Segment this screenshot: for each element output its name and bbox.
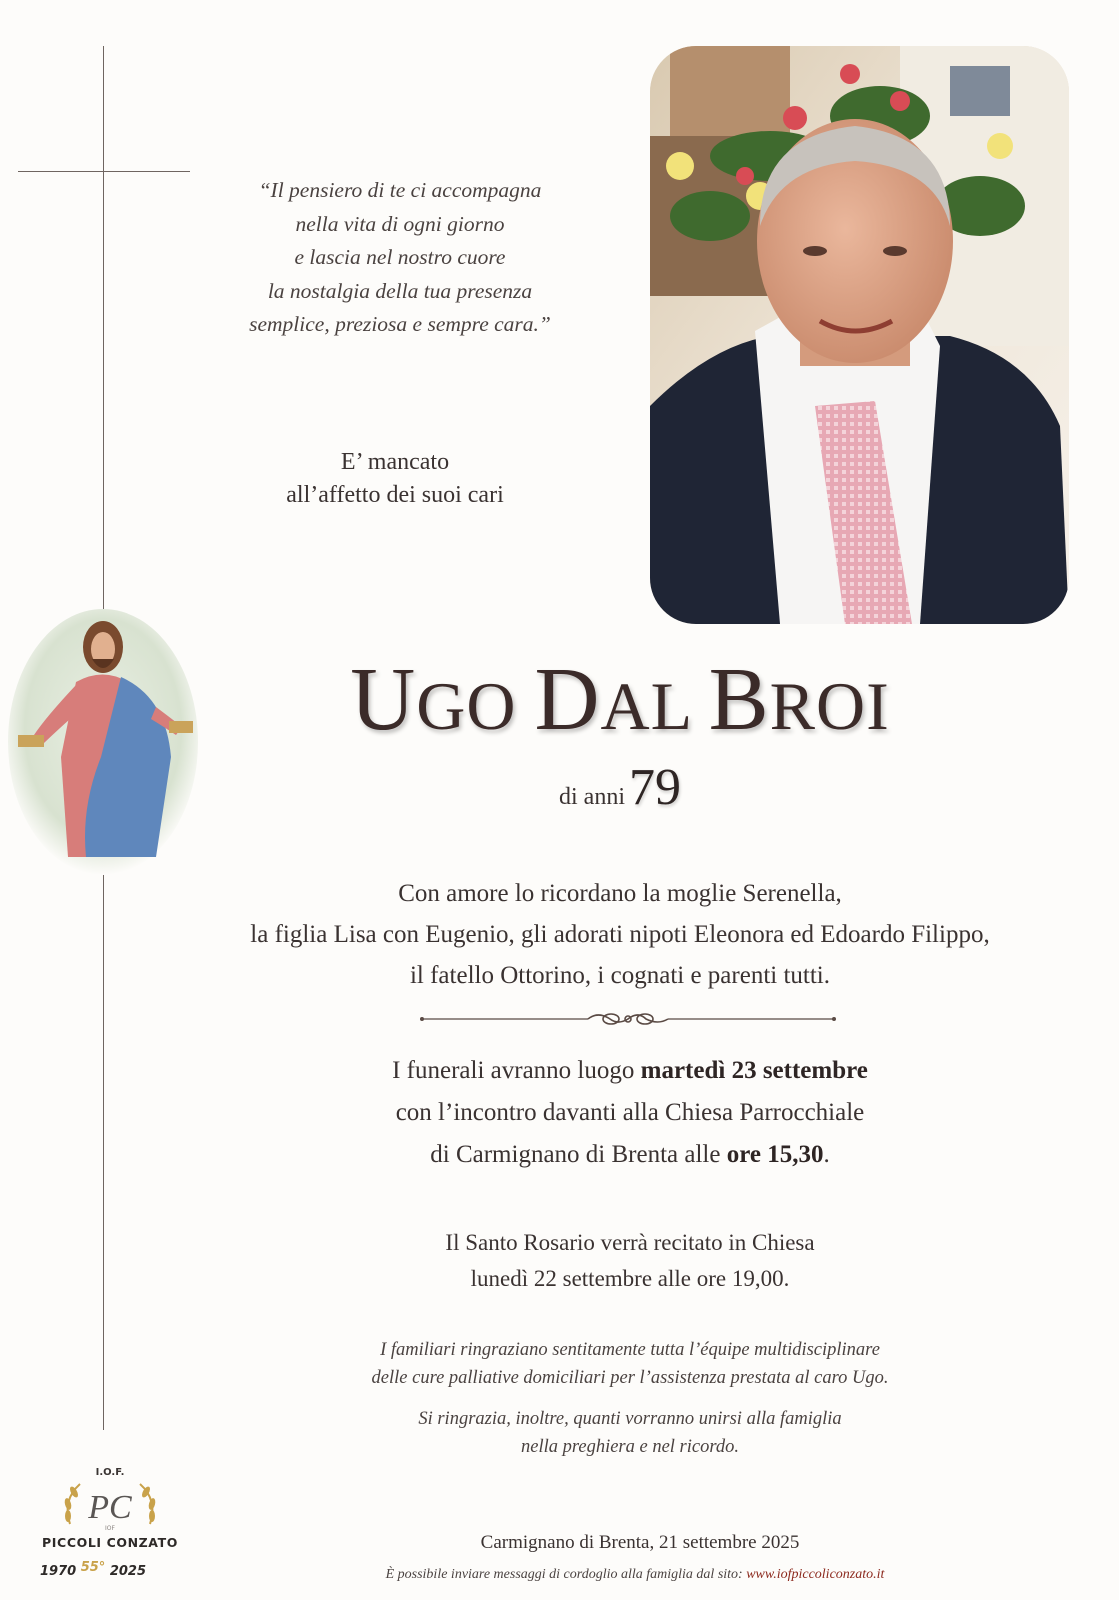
logo-company-name: PICCOLI CONZATO: [42, 1535, 178, 1550]
funeral-line: [240, 1050, 1020, 1092]
logo-years: [40, 1560, 185, 1579]
family-line: il fatello Ottorino, i cognati e parenti tutti.: [409, 962, 831, 989]
rosary-line: lunedì 22 settembre alle ore 19,00.: [470, 1266, 790, 1291]
rosary-info: [330, 1225, 930, 1297]
condolence-text: È possibile inviare messaggi di cordoglio alla famiglia dal sito:: [385, 1567, 747, 1582]
funeral-text: .: [823, 1141, 830, 1168]
funeral-text: I funerali avranno luogo: [392, 1057, 641, 1084]
jesus-holy-card-image: [6, 607, 200, 877]
announcement: [220, 446, 570, 512]
name-rest: ROI: [769, 668, 890, 744]
age-line: [450, 758, 790, 817]
memorial-quote: [170, 174, 630, 342]
name-initial: D: [534, 650, 601, 749]
quote-line: semplice, preziosa e sempre cara.”: [249, 312, 551, 336]
logo-year-end: 2025: [109, 1564, 147, 1579]
rosary-line: Il Santo Rosario verrà recitato in Chiesa: [445, 1230, 815, 1255]
quote-line: la nostalgia della tua presenza: [267, 278, 533, 303]
logo-iof-label: I.O.F.: [95, 1467, 125, 1478]
funeral-date: martedì 23 settembre: [640, 1057, 868, 1084]
thanks-line: delle cure palliative domiciliari per l’assistenza prestata al caro Ugo.: [371, 1368, 889, 1388]
age-label: di anni: [559, 784, 625, 810]
thanks-line: nella preghiera e nel ricordo.: [520, 1437, 740, 1457]
funeral-time: ore 15,30: [726, 1141, 824, 1168]
svg-text:IOF: IOF: [105, 1525, 115, 1532]
quote-line: e lascia nel nostro cuore: [294, 245, 506, 269]
age-value: 79: [629, 759, 681, 816]
name-rest: GO: [416, 668, 535, 744]
website-link[interactable]: www.iofpiccoliconzato.it: [746, 1567, 885, 1582]
family-line: la figlia Lisa con Eugenio, gli adorati nipoti Eleonora ed Edoardo Filippo,: [250, 921, 990, 948]
thanks-line: Si ringrazia, inoltre, quanti vorranno unirsi alla famiglia: [418, 1409, 842, 1429]
svg-text:PC: PC: [88, 1489, 132, 1526]
name-rest: AL: [600, 668, 709, 744]
cross-horizontal-line: [18, 171, 190, 172]
name-initial: U: [350, 650, 417, 749]
logo-year-start: 1970: [40, 1564, 77, 1579]
portrait-photo: [650, 46, 1069, 624]
announcement-line: E’ mancato: [340, 449, 450, 475]
family-line: Con amore lo ricordano la moglie Serenella,: [398, 880, 842, 907]
logo-anniversary: 55°: [80, 1560, 106, 1575]
funeral-info: [240, 1050, 1020, 1176]
thanks-message-extra: [250, 1405, 1010, 1461]
family-message: [180, 873, 1060, 996]
thanks-message: [250, 1336, 1010, 1392]
ornament-divider: [418, 1008, 838, 1030]
condolence-note: [190, 1567, 1080, 1583]
announcement-line: all’affetto dei suoi cari: [286, 482, 504, 508]
thanks-line: I familiari ringraziano sentitamente tutta l’équipe multidisciplinare: [380, 1340, 880, 1360]
funeral-text: di Carmignano di Brenta alle: [430, 1141, 727, 1168]
funeral-line: con l’incontro davanti alla Chiesa Parrocchiale: [395, 1099, 865, 1126]
deceased-name: [250, 650, 990, 756]
funeral-line: [240, 1134, 1020, 1176]
quote-line: “Il pensiero di te ci accompagna: [258, 178, 542, 202]
name-initial: B: [708, 650, 770, 749]
quote-line: nella vita di ogni giorno: [295, 211, 505, 236]
place-and-date: Carmignano di Brenta, 21 settembre 2025: [480, 1532, 800, 1553]
